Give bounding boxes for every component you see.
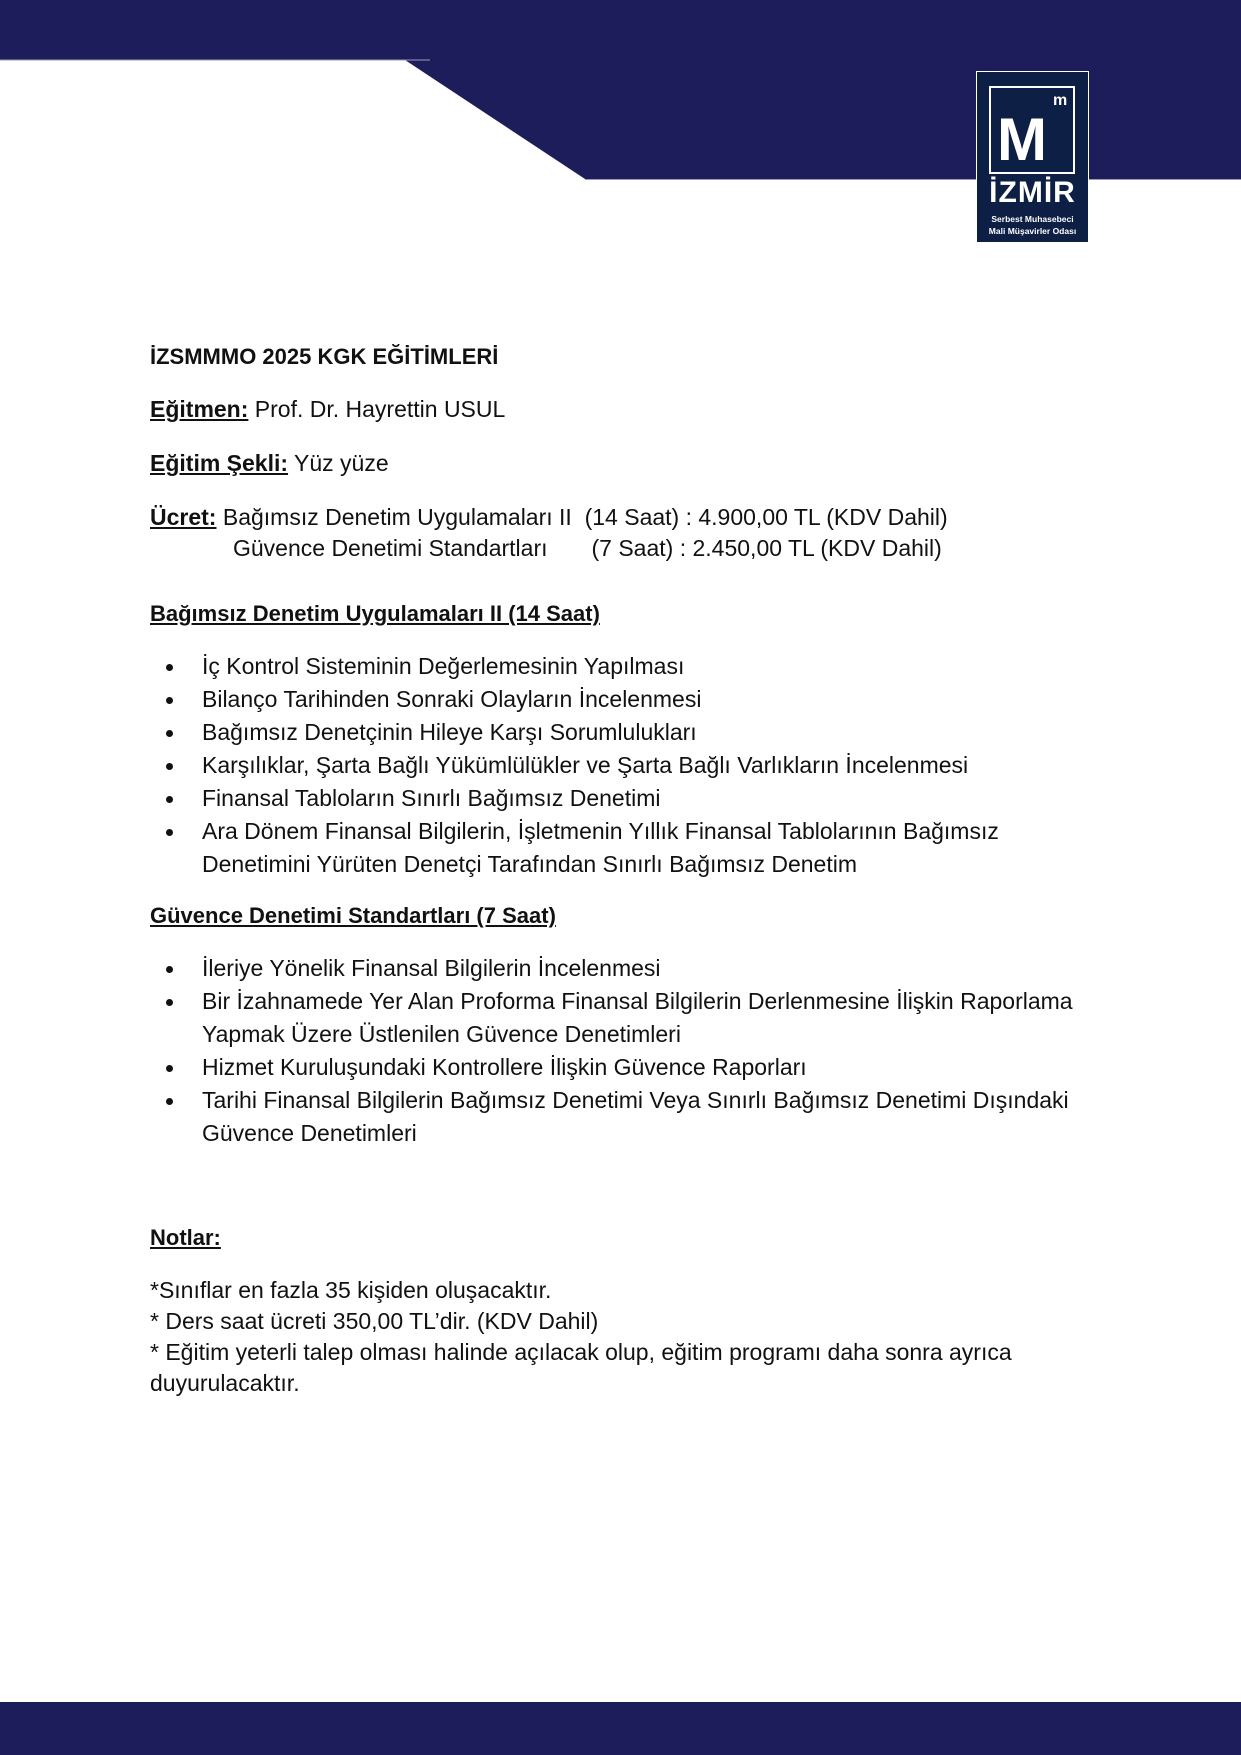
izmir-smmmo-logo: M m İZMİR Serbest Muhasebeci Mali Müşavirler Odası bbox=[976, 71, 1089, 243]
list-item: Bir İzahnamede Yer Alan Proforma Finansal Bilgilerin Derlenmesine İlişkin Raporlama Yapmak Üzere Üstlenilen Güvence Denetimleri bbox=[150, 985, 1080, 1051]
format-line: Eğitim Şekli: Yüz yüze bbox=[150, 450, 389, 476]
note-line: *Sınıflar en fazla 35 kişiden oluşacaktır. bbox=[150, 1277, 552, 1303]
list-item: İç Kontrol Sisteminin Değerlemesinin Yapılması bbox=[150, 650, 1080, 683]
list-item: Karşılıklar, Şarta Bağlı Yükümlülükler ve Şarta Bağlı Varlıkların İncelenmesi bbox=[150, 749, 1080, 782]
fee-block: Ücret: Bağımsız Denetim Uygulamaları II (14 Saat) : 4.900,00 TL (KDV Dahil) bbox=[150, 504, 948, 530]
list-item: İleriye Yönelik Finansal Bilgilerin İncelenmesi bbox=[150, 952, 1080, 985]
notes-body bbox=[150, 1275, 1050, 1399]
trainer-line: Eğitmen: Prof. Dr. Hayrettin USUL bbox=[150, 396, 506, 422]
note-line: * Eğitim yeterli talep olması halinde açılacak olup, eğitim programı daha sonra ayrıca duyurulacaktır. bbox=[150, 1339, 1012, 1396]
list-item: Bağımsız Denetçinin Hileye Karşı Sorumlulukları bbox=[150, 716, 1080, 749]
section-heading: Bağımsız Denetim Uygulamaları II (14 Saat) bbox=[150, 601, 600, 626]
list-item: Hizmet Kuruluşundaki Kontrollere İlişkin Güvence Raporları bbox=[150, 1051, 1080, 1084]
list-item: Tarihi Finansal Bilgilerin Bağımsız Denetimi Veya Sınırlı Bağımsız Denetimi Dışındaki Güvence Denetimleri bbox=[150, 1084, 1080, 1150]
section-1-list bbox=[150, 650, 1080, 881]
note-line: * Ders saat ücreti 350,00 TL’dir. (KDV Dahil) bbox=[150, 1308, 599, 1334]
list-item: Finansal Tabloların Sınırlı Bağımsız Denetimi bbox=[150, 782, 1080, 815]
list-item: Bilanço Tarihinden Sonraki Olayların İncelenmesi bbox=[150, 683, 1080, 716]
fee-row-2: Güvence Denetimi Standartları (7 Saat) : 2.450,00 TL (KDV Dahil) bbox=[233, 535, 942, 561]
list-item: Ara Dönem Finansal Bilgilerin, İşletmenin Yıllık Finansal Tablolarının Bağımsız Denetimini Yürüten Denetçi Tarafından Sınırlı Bağımsız Denetim bbox=[150, 815, 1032, 881]
page-title: İZSMMMO 2025 KGK EĞİTİMLERİ bbox=[150, 344, 499, 369]
footer-banner bbox=[0, 1702, 1241, 1755]
section-2-list bbox=[150, 952, 1080, 1150]
notes-heading: Notlar: bbox=[150, 1225, 221, 1250]
section-heading: Güvence Denetimi Standartları (7 Saat) bbox=[150, 903, 556, 928]
